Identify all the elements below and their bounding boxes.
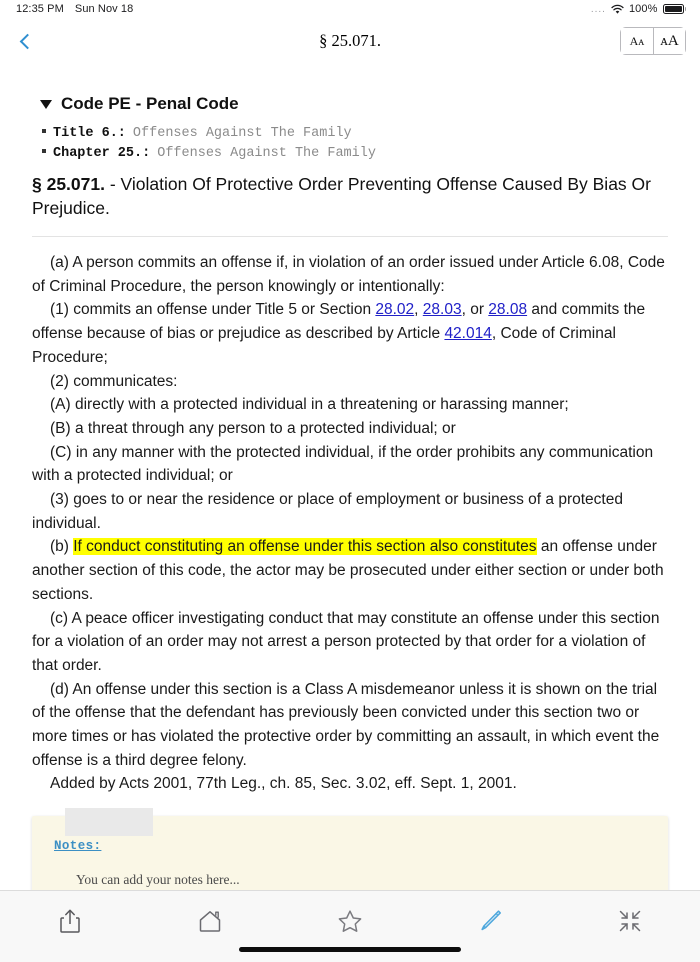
- link-42-014[interactable]: 42.014: [444, 325, 492, 343]
- section-title-text: - Violation Of Protective Order Preventing Offense Caused By Bias Or Prejudice.: [32, 174, 651, 218]
- code-header-label: Code PE - Penal Code: [61, 94, 239, 113]
- star-icon: [337, 909, 363, 934]
- breadcrumb: [42, 124, 668, 163]
- breadcrumb-chapter-value: Offenses Against The Family: [157, 145, 376, 161]
- collapse-icon: [619, 910, 641, 932]
- battery-percent-label: 100%: [628, 3, 658, 15]
- link-28-02[interactable]: 28.02: [375, 301, 415, 319]
- font-increase-button[interactable]: [653, 28, 685, 54]
- section-heading: [32, 173, 668, 220]
- notes-line-1: You can add your notes here...: [76, 872, 240, 888]
- paragraph-a2: (2) communicates:: [50, 372, 178, 390]
- navigation-bar: [0, 18, 700, 64]
- status-bar: [0, 0, 700, 18]
- statute-text: [32, 251, 668, 796]
- signal-dots-icon: ....: [590, 3, 606, 15]
- breadcrumb-chapter-key: Chapter 25.:: [53, 145, 151, 161]
- home-indicator[interactable]: [239, 947, 461, 953]
- battery-icon: [663, 4, 687, 14]
- link-28-08[interactable]: 28.08: [488, 301, 528, 319]
- breadcrumb-title-value: Offenses Against The Family: [132, 126, 352, 141]
- document-body: [0, 64, 700, 888]
- breadcrumb-title-key: Title 6.:: [53, 126, 126, 141]
- home-icon: [197, 909, 223, 933]
- paragraph-a3: (3) goes to or near the residence or place of employment or business of a protected individual.: [32, 491, 623, 532]
- paragraph-b-post: an offense under another section of this code, the actor may be prosecuted under either section or under both sections.: [32, 538, 664, 603]
- code-header[interactable]: [40, 94, 668, 114]
- breadcrumb-item-title[interactable]: [42, 124, 668, 144]
- section-number: § 25.071.: [32, 174, 105, 195]
- paragraph-a2B: (B) a threat through any person to a protected individual; or: [50, 419, 456, 437]
- paragraph-d: (d) An offense under this section is a Class A misdemeanor unless it is shown on the trial of the offense that the defendant has previously been convicted under this section two or more times or has violated the protective order by committing an assault, in which event the offense is a third degree felony.: [32, 680, 660, 769]
- sep-2: , or: [461, 301, 489, 319]
- bookmark-button[interactable]: [280, 905, 420, 937]
- back-button[interactable]: [8, 24, 42, 58]
- font-increase-label: ᴀA: [660, 32, 679, 49]
- share-button[interactable]: [0, 905, 140, 937]
- back-chevron-icon: [19, 33, 35, 49]
- paragraph-a2C: (C) in any manner with the protected individual, if the order prohibits any communication with a protected individual; or: [32, 443, 654, 485]
- paragraph-added: Added by Acts 2001, 77th Leg., ch. 85, Sec. 3.02, eff. Sept. 1, 2001.: [50, 775, 517, 793]
- paragraph-c: (c) A peace officer investigating conduct that may constitute an offense under this section for a violation of an order may not arrest a person protected by that order for a violation of that order.: [32, 609, 660, 674]
- triangle-down-icon: [40, 100, 52, 109]
- status-date: Sun Nov 18: [74, 3, 134, 15]
- pen-icon: [477, 908, 503, 934]
- bullet-icon: [42, 149, 46, 153]
- highlight-pen-button[interactable]: [420, 905, 560, 937]
- paragraph-b-pre: (b): [50, 538, 74, 556]
- status-bar-left: [16, 3, 133, 15]
- status-time: 12:35 PM: [16, 3, 64, 15]
- sep-1: ,: [414, 301, 423, 319]
- bottom-toolbar: [0, 890, 700, 962]
- font-decrease-button[interactable]: [621, 28, 653, 54]
- divider: [32, 236, 668, 237]
- paragraph-a1-pre: (1) commits an offense under Title 5 or Section: [50, 301, 376, 319]
- paragraph-b: [32, 535, 668, 606]
- bullet-icon: [42, 129, 46, 133]
- highlighted-text[interactable]: If conduct constituting an offense under this section also constitutes: [73, 538, 537, 556]
- status-bar-right: [591, 3, 686, 15]
- paragraph-a1-post: , Code of Criminal Procedure;: [32, 325, 616, 366]
- share-icon: [59, 908, 81, 934]
- note-placeholder-box: [65, 808, 153, 836]
- paragraph-a1: [32, 298, 668, 369]
- home-button[interactable]: [140, 905, 280, 937]
- paragraph-a: (a) A person commits an offense if, in violation of an order issued under Article 6.08, Code of Criminal Procedure, the person knowingly or intentionally:: [32, 254, 665, 295]
- paragraph-a2A: (A) directly with a protected individual in a threatening or harassing manner;: [50, 396, 569, 414]
- breadcrumb-item-chapter[interactable]: [42, 144, 668, 164]
- font-size-controls: [620, 27, 686, 55]
- collapse-button[interactable]: [560, 905, 700, 937]
- page-title: § 25.071.: [319, 31, 381, 50]
- paragraph-a1-mid: and commits the offense because of bias or prejudice as described by Article: [32, 301, 646, 343]
- notes-label[interactable]: Notes:: [54, 839, 102, 854]
- link-28-03[interactable]: 28.03: [422, 301, 462, 319]
- wifi-icon: [611, 4, 624, 15]
- font-decrease-label: Aᴀ: [629, 34, 645, 48]
